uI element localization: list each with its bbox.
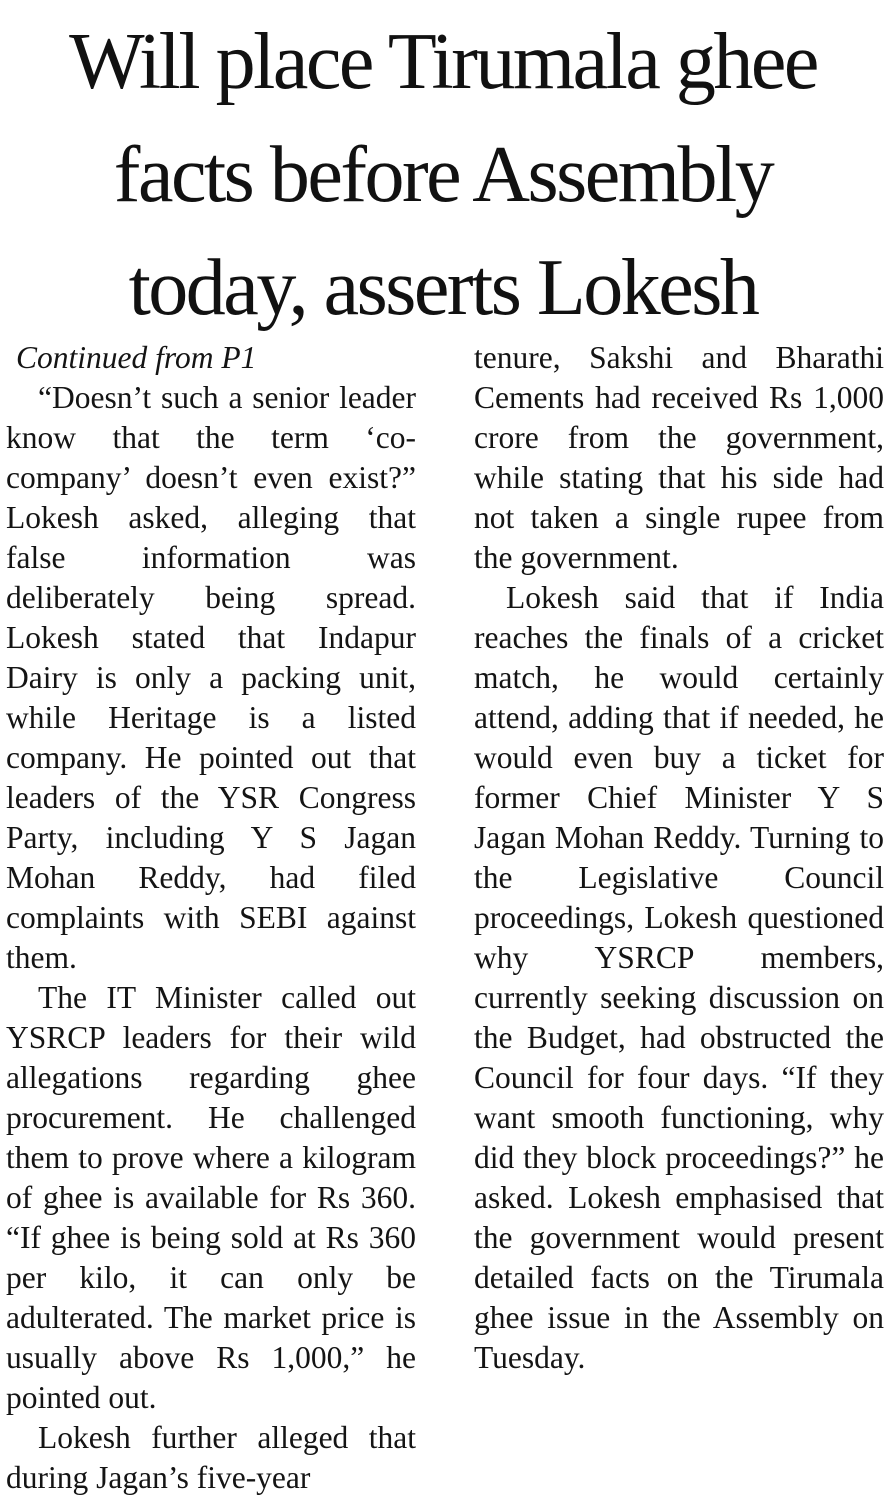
- headline: [0, 6, 886, 345]
- article-paragraph: Lokesh said that if India reaches the finals of a cricket match, he would certainly attend, adding that if needed, he would even buy a ticket for former Chief Minister Y S Jagan Mohan Reddy. Turning to the Legislative Council proceedings, Lokesh questioned why YSRCP members, currently seeking discussion on the Budget, had obstructed the Council for four days. “If they want smooth functioning, why did they block proceedings?” he asked. Lokesh emphasised that the government would present detailed facts on the Tirumala ghee issue in the Assembly on Tuesday.: [474, 580, 884, 1375]
- continued-note: Continued from P1: [16, 340, 257, 375]
- article-paragraph: “Doesn’t such a senior leader know that the term ‘co-company’ doesn’t even exist?” Lokesh asked, alleging that false information was deliberately being spread. Lokesh stated that Indapur Dairy is only a packing unit, while Heritage is a listed company. He pointed out that leaders of the YSR Congress Party, including Y S Jagan Mohan Reddy, had filed complaints with SEBI against them.: [6, 380, 416, 975]
- article-paragraph: tenure, Sakshi and Bharathi Cements had received Rs 1,000 crore from the government, while stating that his side had not taken a single rupee from the government.: [474, 340, 884, 575]
- article-paragraph: Lokesh further alleged that during Jagan’s five-year: [6, 1420, 416, 1495]
- article-column-right: [474, 338, 884, 1378]
- article-paragraph: The IT Minister called out YSRCP leaders for their wild allegations regarding ghee procurement. He challenged them to prove where a kilogram of ghee is available for Rs 360. “If ghee is being sold at Rs 360 per kilo, it can only be adulterated. The market price is usually above Rs 1,000,” he pointed out.: [6, 980, 416, 1415]
- headline-line-1: Will place Tirumala ghee: [69, 18, 817, 106]
- headline-line-2: facts before Assembly: [113, 131, 773, 219]
- article-column-left: [6, 338, 416, 1498]
- headline-line-3: today, asserts Lokesh: [128, 244, 758, 332]
